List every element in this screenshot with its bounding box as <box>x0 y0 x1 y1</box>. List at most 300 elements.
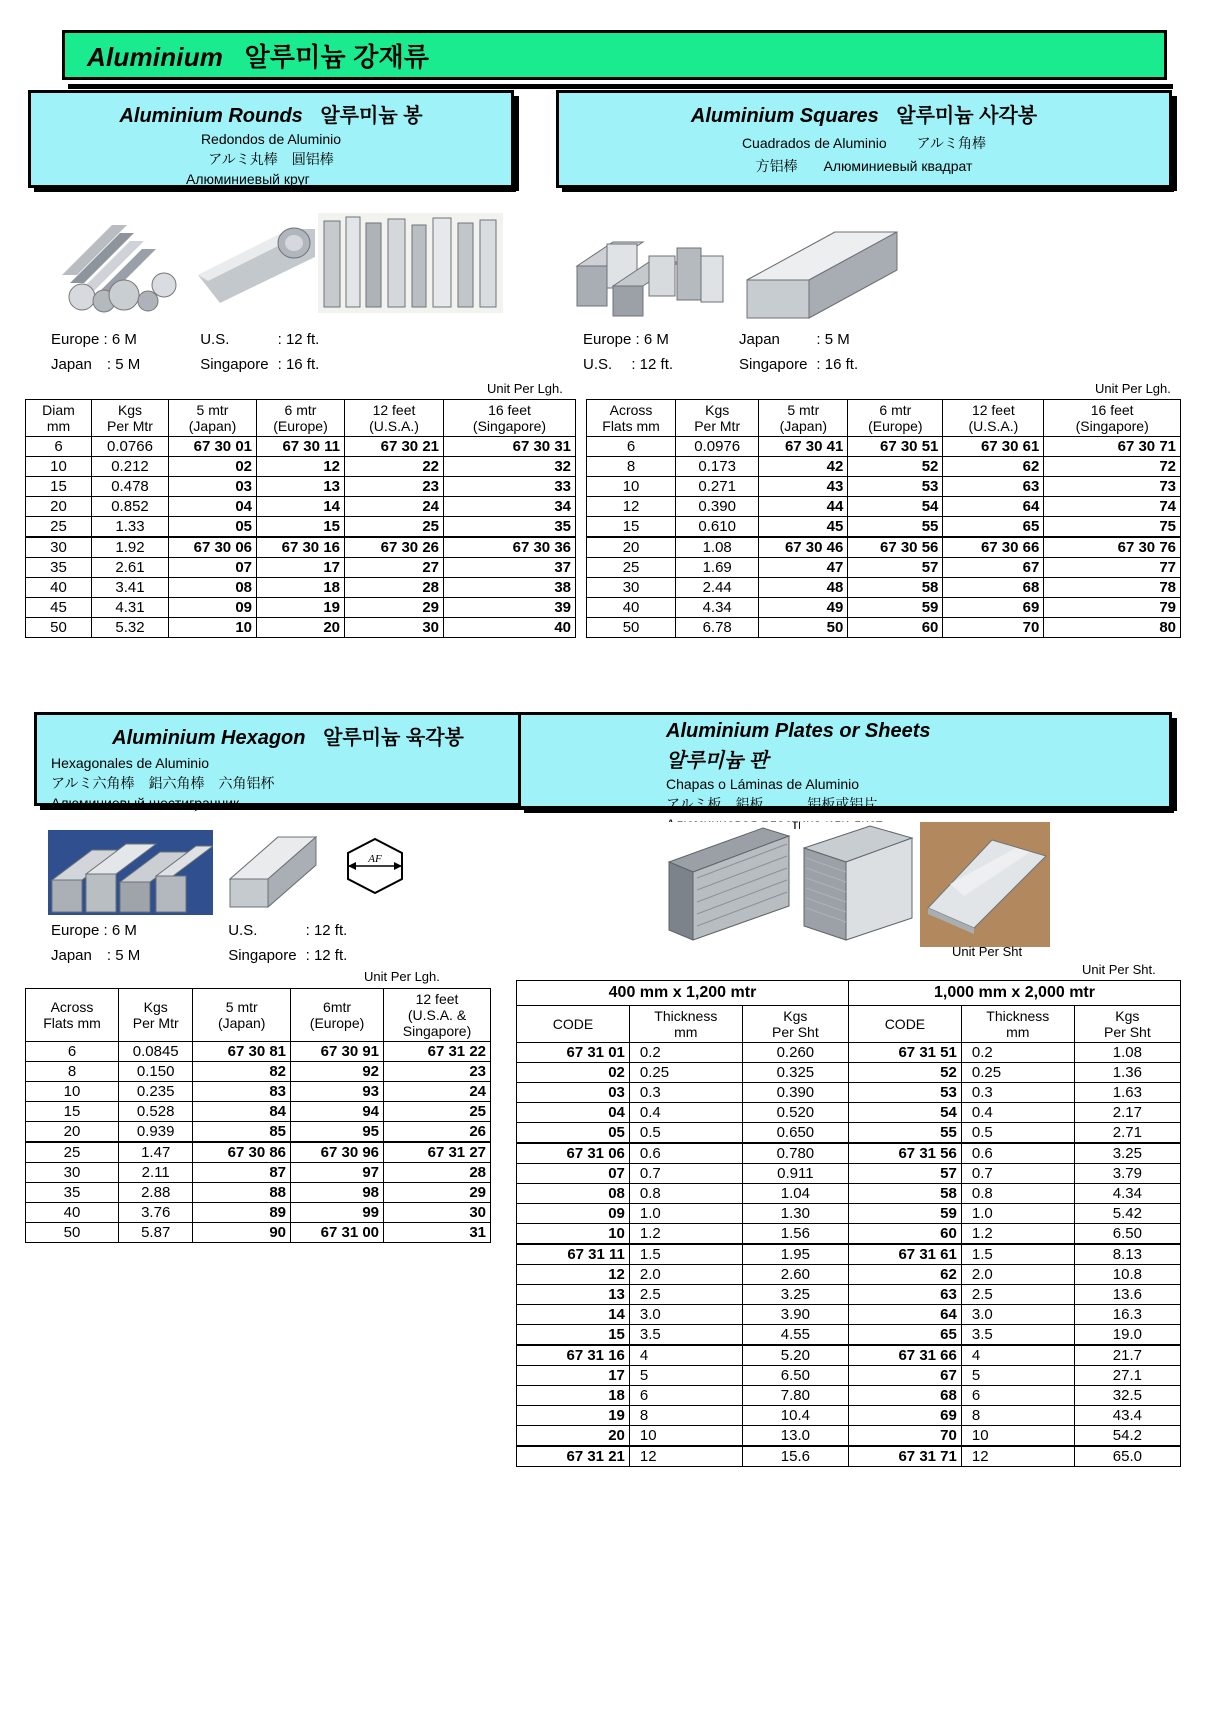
table-cell: 12 <box>961 1446 1074 1467</box>
table-row <box>517 1406 1181 1426</box>
table-row <box>26 618 576 638</box>
table-cell: 40 <box>444 618 576 638</box>
table-cell: 58 <box>848 578 943 598</box>
table-cell: 20 <box>26 497 92 517</box>
table-cell: 6.50 <box>1074 1224 1180 1245</box>
table-cell: 39 <box>444 598 576 618</box>
column-header: 6mtr (Europe) <box>291 989 384 1042</box>
table-cell: 2.61 <box>92 558 169 578</box>
table-cell: 1.08 <box>1074 1043 1180 1063</box>
rounds-unit-label: Unit Per Lgh. <box>487 381 563 396</box>
hex-len-sgp-label: Singapore <box>228 947 297 964</box>
plates-unit-label-photo: Unit Per Sht <box>952 944 1023 959</box>
plates-title <box>666 720 1169 743</box>
table-row <box>517 1446 1181 1467</box>
table-cell: 50 <box>26 1223 119 1243</box>
table-cell: 42 <box>759 457 848 477</box>
table-cell: 65 <box>943 517 1044 538</box>
column-header: CODE <box>517 1006 630 1043</box>
table-cell: 1.63 <box>1074 1083 1180 1103</box>
table-cell: 29 <box>345 598 444 618</box>
table-cell: 52 <box>848 457 943 477</box>
table-row <box>26 558 576 578</box>
squares-len-japan-val: : 5 M <box>816 331 850 348</box>
table-cell: 6 <box>629 1386 742 1406</box>
squares-sub-zh: 方铝棒 <box>755 158 798 174</box>
table-cell: 0.8 <box>961 1184 1074 1204</box>
table-cell: 1.2 <box>961 1224 1074 1245</box>
table-cell: 0.4 <box>961 1103 1074 1123</box>
rounds-photo-group <box>318 213 503 313</box>
squares-table <box>586 399 1181 638</box>
table-cell: 08 <box>517 1184 630 1204</box>
squares-title-box <box>556 90 1172 188</box>
table-cell: 23 <box>345 477 444 497</box>
table-cell: 10 <box>517 1224 630 1245</box>
table-cell: 2.60 <box>742 1265 848 1285</box>
table-row <box>517 1366 1181 1386</box>
table-row <box>517 1265 1181 1285</box>
table-cell: 10 <box>26 457 92 477</box>
table-cell: 10 <box>169 618 257 638</box>
table-cell: 33 <box>444 477 576 497</box>
table-cell: 4.31 <box>92 598 169 618</box>
table-cell: 1.5 <box>961 1244 1074 1265</box>
table-row <box>517 1043 1181 1063</box>
squares-length-spec <box>580 326 866 378</box>
table-cell: 25 <box>587 558 676 578</box>
table-cell: 12 <box>587 497 676 517</box>
squares-photo-bar <box>737 218 902 323</box>
table-cell: 25 <box>345 517 444 538</box>
table-cell: 14 <box>257 497 345 517</box>
column-header: Kgs Per Sht <box>1074 1006 1180 1043</box>
table-cell: 3.25 <box>742 1285 848 1305</box>
table-cell: 15 <box>26 477 92 497</box>
hex-len-europe: Europe : 6 M <box>51 922 137 939</box>
table-cell: 72 <box>1044 457 1181 477</box>
table-cell: 30 <box>26 537 92 558</box>
table-cell: 0.478 <box>92 477 169 497</box>
table-cell: 67 31 66 <box>848 1345 961 1366</box>
table-cell: 30 <box>587 578 676 598</box>
table-cell: 03 <box>517 1083 630 1103</box>
rounds-title-en: Aluminium Rounds <box>119 105 303 127</box>
table-cell: 64 <box>848 1305 961 1325</box>
table-cell: 0.4 <box>629 1103 742 1123</box>
table-cell: 67 31 22 <box>384 1042 491 1062</box>
table-cell: 12 <box>517 1265 630 1285</box>
table-cell: 21.7 <box>1074 1345 1180 1366</box>
table-cell: 30 <box>26 1163 119 1183</box>
table-cell: 1.2 <box>629 1224 742 1245</box>
table-cell: 30 <box>345 618 444 638</box>
table-cell: 93 <box>291 1082 384 1102</box>
table-cell: 55 <box>848 1123 961 1144</box>
table-cell: 5.20 <box>742 1345 848 1366</box>
table-cell: 0.650 <box>742 1123 848 1144</box>
table-cell: 48 <box>759 578 848 598</box>
table-cell: 5.87 <box>119 1223 193 1243</box>
squares-photo-bundle <box>573 226 728 321</box>
table-cell: 0.7 <box>961 1164 1074 1184</box>
table-cell: 0.2 <box>629 1043 742 1063</box>
table-cell: 54.2 <box>1074 1426 1180 1447</box>
rounds-sub-es: Redondos de Aluminio <box>200 131 342 147</box>
table-row <box>26 1102 491 1122</box>
table-row <box>26 1203 491 1223</box>
table-cell: 1.47 <box>119 1142 193 1163</box>
table-cell: 0.939 <box>119 1122 193 1143</box>
column-header: 12 feet (U.S.A.) <box>345 400 444 437</box>
table-cell: 28 <box>384 1163 491 1183</box>
table-cell: 07 <box>169 558 257 578</box>
table-cell: 03 <box>169 477 257 497</box>
squares-title-shadow-right <box>1172 96 1177 191</box>
table-row <box>26 1122 491 1143</box>
hex-len-japan: Japan : 5 M <box>51 947 141 964</box>
table-cell: 67 30 26 <box>345 537 444 558</box>
table-cell: 67 30 66 <box>943 537 1044 558</box>
table-cell: 37 <box>444 558 576 578</box>
table-cell: 10 <box>961 1426 1074 1447</box>
hexagon-unit-label: Unit Per Lgh. <box>364 969 440 984</box>
table-row <box>26 537 576 558</box>
table-cell: 02 <box>169 457 257 477</box>
table-cell: 45 <box>759 517 848 538</box>
table-cell: 05 <box>517 1123 630 1144</box>
table-cell: 55 <box>848 517 943 538</box>
table-cell: 0.520 <box>742 1103 848 1123</box>
table-cell: 8 <box>961 1406 1074 1426</box>
plates-sub-zh: 铝板或铝片 <box>807 796 878 812</box>
table-cell: 25 <box>26 517 92 538</box>
hex-len-us-label: U.S. <box>228 922 258 939</box>
table-cell: 1.92 <box>92 537 169 558</box>
table-cell: 0.911 <box>742 1164 848 1184</box>
plates-size-a: 400 mm x 1,200 mtr <box>517 981 849 1006</box>
table-cell: 12 <box>257 457 345 477</box>
column-header: 6 mtr (Europe) <box>257 400 345 437</box>
table-cell: 53 <box>848 1083 961 1103</box>
table-cell: 17 <box>257 558 345 578</box>
table-cell: 0.7 <box>629 1164 742 1184</box>
table-cell: 1.08 <box>676 537 759 558</box>
plates-size-b: 1,000 mm x 2,000 mtr <box>848 981 1180 1006</box>
plates-unit-label: Unit Per Sht. <box>1082 962 1156 977</box>
table-row <box>587 437 1181 457</box>
table-cell: 67 31 61 <box>848 1244 961 1265</box>
column-header: 5 mtr (Japan) <box>759 400 848 437</box>
table-cell: 20 <box>587 537 676 558</box>
table-cell: 19.0 <box>1074 1325 1180 1346</box>
hexagon-photo-bar <box>222 823 322 913</box>
table-cell: 79 <box>1044 598 1181 618</box>
table-cell: 73 <box>1044 477 1181 497</box>
table-cell: 75 <box>1044 517 1181 538</box>
plates-title-box <box>518 712 1172 812</box>
table-cell: 18 <box>257 578 345 598</box>
table-cell: 57 <box>848 558 943 578</box>
table-cell: 05 <box>169 517 257 538</box>
table-cell: 52 <box>848 1063 961 1083</box>
table-cell: 50 <box>759 618 848 638</box>
column-header: 5 mtr (Japan) <box>169 400 257 437</box>
table-cell: 43.4 <box>1074 1406 1180 1426</box>
table-cell: 0.325 <box>742 1063 848 1083</box>
rounds-len-sgp-label: Singapore <box>200 356 269 373</box>
column-header: Kgs Per Sht <box>742 1006 848 1043</box>
rounds-sub-ja: アルミ丸棒 圓铝棒 <box>208 151 334 167</box>
table-cell: 26 <box>384 1122 491 1143</box>
table-cell: 82 <box>193 1062 291 1082</box>
table-cell: 62 <box>848 1265 961 1285</box>
table-cell: 3.5 <box>961 1325 1074 1346</box>
table-cell: 77 <box>1044 558 1181 578</box>
table-row <box>26 1042 491 1062</box>
column-header: Across Flats mm <box>587 400 676 437</box>
table-row <box>517 1345 1181 1366</box>
table-cell: 67 30 41 <box>759 437 848 457</box>
rounds-len-sgp-val: : 16 ft. <box>277 356 320 373</box>
table-cell: 0.150 <box>119 1062 193 1082</box>
rounds-title-box <box>28 90 514 188</box>
table-cell: 3.0 <box>629 1305 742 1325</box>
table-cell: 67 30 46 <box>759 537 848 558</box>
table-cell: 67 31 01 <box>517 1043 630 1063</box>
table-cell: 38 <box>444 578 576 598</box>
table-cell: 0.5 <box>961 1123 1074 1144</box>
table-cell: 59 <box>848 598 943 618</box>
table-cell: 1.0 <box>629 1204 742 1224</box>
table-row <box>26 598 576 618</box>
squares-len-sgp-label: Singapore <box>739 356 808 373</box>
table-cell: 34 <box>444 497 576 517</box>
table-cell: 67 31 71 <box>848 1446 961 1467</box>
table-cell: 02 <box>517 1063 630 1083</box>
table-cell: 4 <box>961 1345 1074 1366</box>
table-cell: 5 <box>961 1366 1074 1386</box>
table-cell: 67 31 16 <box>517 1345 630 1366</box>
table-cell: 1.56 <box>742 1224 848 1245</box>
hex-sub-ru: Алюминиевый шестигранник <box>51 795 240 811</box>
table-cell: 1.36 <box>1074 1063 1180 1083</box>
rounds-len-japan: Japan : 5 M <box>51 356 141 373</box>
table-cell: 2.11 <box>119 1163 193 1183</box>
table-row <box>26 1183 491 1203</box>
plates-table <box>516 980 1181 1467</box>
table-row <box>517 1386 1181 1406</box>
table-cell: 09 <box>517 1204 630 1224</box>
plates-title-shadow-right <box>1172 718 1177 811</box>
table-cell: 13.6 <box>1074 1285 1180 1305</box>
table-cell: 1.69 <box>676 558 759 578</box>
column-header: Diam mm <box>26 400 92 437</box>
table-cell: 67 30 71 <box>1044 437 1181 457</box>
hex-sub-ja: アルミ六角棒 鋁六角棒 六角铝杯 <box>51 775 275 791</box>
table-cell: 0.6 <box>961 1143 1074 1164</box>
table-cell: 0.390 <box>676 497 759 517</box>
table-cell: 27.1 <box>1074 1366 1180 1386</box>
table-cell: 47 <box>759 558 848 578</box>
table-cell: 67 30 56 <box>848 537 943 558</box>
plates-title-en: Aluminium Plates or Sheets <box>666 720 931 742</box>
column-header: 6 mtr (Europe) <box>848 400 943 437</box>
table-cell: 10.4 <box>742 1406 848 1426</box>
table-cell: 67 30 31 <box>444 437 576 457</box>
table-cell: 0.3 <box>629 1083 742 1103</box>
table-cell: 67 30 96 <box>291 1142 384 1163</box>
hexagon-photo-bundle <box>48 830 213 915</box>
table-cell: 1.0 <box>961 1204 1074 1224</box>
table-cell: 70 <box>848 1426 961 1447</box>
table-cell: 2.0 <box>629 1265 742 1285</box>
table-cell: 67 31 51 <box>848 1043 961 1063</box>
rounds-sub-ru: Алюминиевый круг <box>186 171 310 187</box>
table-cell: 17 <box>517 1366 630 1386</box>
table-cell: 10 <box>587 477 676 497</box>
squares-len-us: U.S. : 12 ft. <box>583 356 674 373</box>
table-cell: 19 <box>257 598 345 618</box>
table-cell: 58 <box>848 1184 961 1204</box>
rounds-len-us-label: U.S. <box>200 331 230 348</box>
table-row <box>26 437 576 457</box>
table-cell: 70 <box>943 618 1044 638</box>
table-row <box>517 1103 1181 1123</box>
table-cell: 19 <box>517 1406 630 1426</box>
hex-sub-es: Hexagonales de Aluminio <box>51 755 209 771</box>
table-cell: 40 <box>26 1203 119 1223</box>
table-cell: 6 <box>587 437 676 457</box>
table-cell: 7.80 <box>742 1386 848 1406</box>
table-cell: 60 <box>848 1224 961 1245</box>
table-cell: 1.30 <box>742 1204 848 1224</box>
table-cell: 98 <box>291 1183 384 1203</box>
table-cell: 13 <box>517 1285 630 1305</box>
table-cell: 0.212 <box>92 457 169 477</box>
table-row <box>517 1325 1181 1346</box>
table-row <box>517 1224 1181 1245</box>
column-header: Thickness mm <box>629 1006 742 1043</box>
hexagon-title <box>51 721 525 750</box>
table-cell: 10 <box>26 1082 119 1102</box>
table-cell: 0.0976 <box>676 437 759 457</box>
table-row <box>587 537 1181 558</box>
table-cell: 0.271 <box>676 477 759 497</box>
table-cell: 12 <box>629 1446 742 1467</box>
table-row <box>26 1223 491 1243</box>
table-cell: 67 30 91 <box>291 1042 384 1062</box>
table-cell: 67 30 06 <box>169 537 257 558</box>
table-cell: 67 <box>943 558 1044 578</box>
table-cell: 15 <box>257 517 345 538</box>
column-header: CODE <box>848 1006 961 1043</box>
hex-len-us-val: : 12 ft. <box>305 922 348 939</box>
column-header: Kgs Per Mtr <box>119 989 193 1042</box>
table-cell: 67 30 21 <box>345 437 444 457</box>
column-header: Kgs Per Mtr <box>92 400 169 437</box>
table-cell: 1.33 <box>92 517 169 538</box>
table-cell: 0.25 <box>629 1063 742 1083</box>
table-cell: 54 <box>848 497 943 517</box>
table-cell: 5.42 <box>1074 1204 1180 1224</box>
table-cell: 3.41 <box>92 578 169 598</box>
squares-title-kr: 알루미늄 사각봉 <box>896 105 1038 127</box>
table-cell: 57 <box>848 1164 961 1184</box>
table-cell: 22 <box>345 457 444 477</box>
table-cell: 65.0 <box>1074 1446 1180 1467</box>
table-cell: 67 31 56 <box>848 1143 961 1164</box>
table-cell: 50 <box>587 618 676 638</box>
table-cell: 97 <box>291 1163 384 1183</box>
table-cell: 67 30 61 <box>943 437 1044 457</box>
table-cell: 90 <box>193 1223 291 1243</box>
table-cell: 8 <box>629 1406 742 1426</box>
table-row <box>587 558 1181 578</box>
table-cell: 0.3 <box>961 1083 1074 1103</box>
table-cell: 6 <box>961 1386 1074 1406</box>
table-cell: 25 <box>384 1102 491 1122</box>
column-header: Thickness mm <box>961 1006 1074 1043</box>
table-cell: 20 <box>517 1426 630 1447</box>
table-row <box>517 1285 1181 1305</box>
table-cell: 63 <box>943 477 1044 497</box>
table-cell: 14 <box>517 1305 630 1325</box>
table-row <box>517 1184 1181 1204</box>
table-cell: 65 <box>848 1325 961 1346</box>
table-row <box>587 578 1181 598</box>
table-cell: 6.78 <box>676 618 759 638</box>
table-cell: 2.5 <box>961 1285 1074 1305</box>
table-cell: 3.90 <box>742 1305 848 1325</box>
table-cell: 0.780 <box>742 1143 848 1164</box>
table-cell: 69 <box>848 1406 961 1426</box>
table-cell: 8 <box>587 457 676 477</box>
rounds-len-europe: Europe : 6 M <box>51 331 137 348</box>
table-row <box>587 618 1181 638</box>
table-cell: 0.6 <box>629 1143 742 1164</box>
squares-len-sgp-val: : 16 ft. <box>816 356 859 373</box>
table-cell: 0.390 <box>742 1083 848 1103</box>
table-cell: 27 <box>345 558 444 578</box>
table-cell: 60 <box>848 618 943 638</box>
af-label: AF <box>368 853 382 865</box>
table-cell: 6.50 <box>742 1366 848 1386</box>
banner-title-kr: 알루미늄 강재류 <box>244 41 430 72</box>
table-cell: 3.76 <box>119 1203 193 1223</box>
rounds-table <box>25 399 576 638</box>
table-cell: 67 30 36 <box>444 537 576 558</box>
table-cell: 64 <box>943 497 1044 517</box>
table-row <box>587 497 1181 517</box>
table-row <box>517 1305 1181 1325</box>
squares-unit-label: Unit Per Lgh. <box>1095 381 1171 396</box>
table-cell: 99 <box>291 1203 384 1223</box>
table-cell: 24 <box>345 497 444 517</box>
table-cell: 32 <box>444 457 576 477</box>
table-cell: 45 <box>26 598 92 618</box>
table-cell: 2.44 <box>676 578 759 598</box>
table-cell: 40 <box>26 578 92 598</box>
table-cell: 67 30 16 <box>257 537 345 558</box>
table-cell: 0.5 <box>629 1123 742 1144</box>
rounds-len-us-val: : 12 ft. <box>277 331 320 348</box>
table-cell: 6 <box>26 437 92 457</box>
table-cell: 67 30 81 <box>193 1042 291 1062</box>
table-cell: 68 <box>943 578 1044 598</box>
table-cell: 30 <box>384 1203 491 1223</box>
table-row <box>26 1082 491 1102</box>
